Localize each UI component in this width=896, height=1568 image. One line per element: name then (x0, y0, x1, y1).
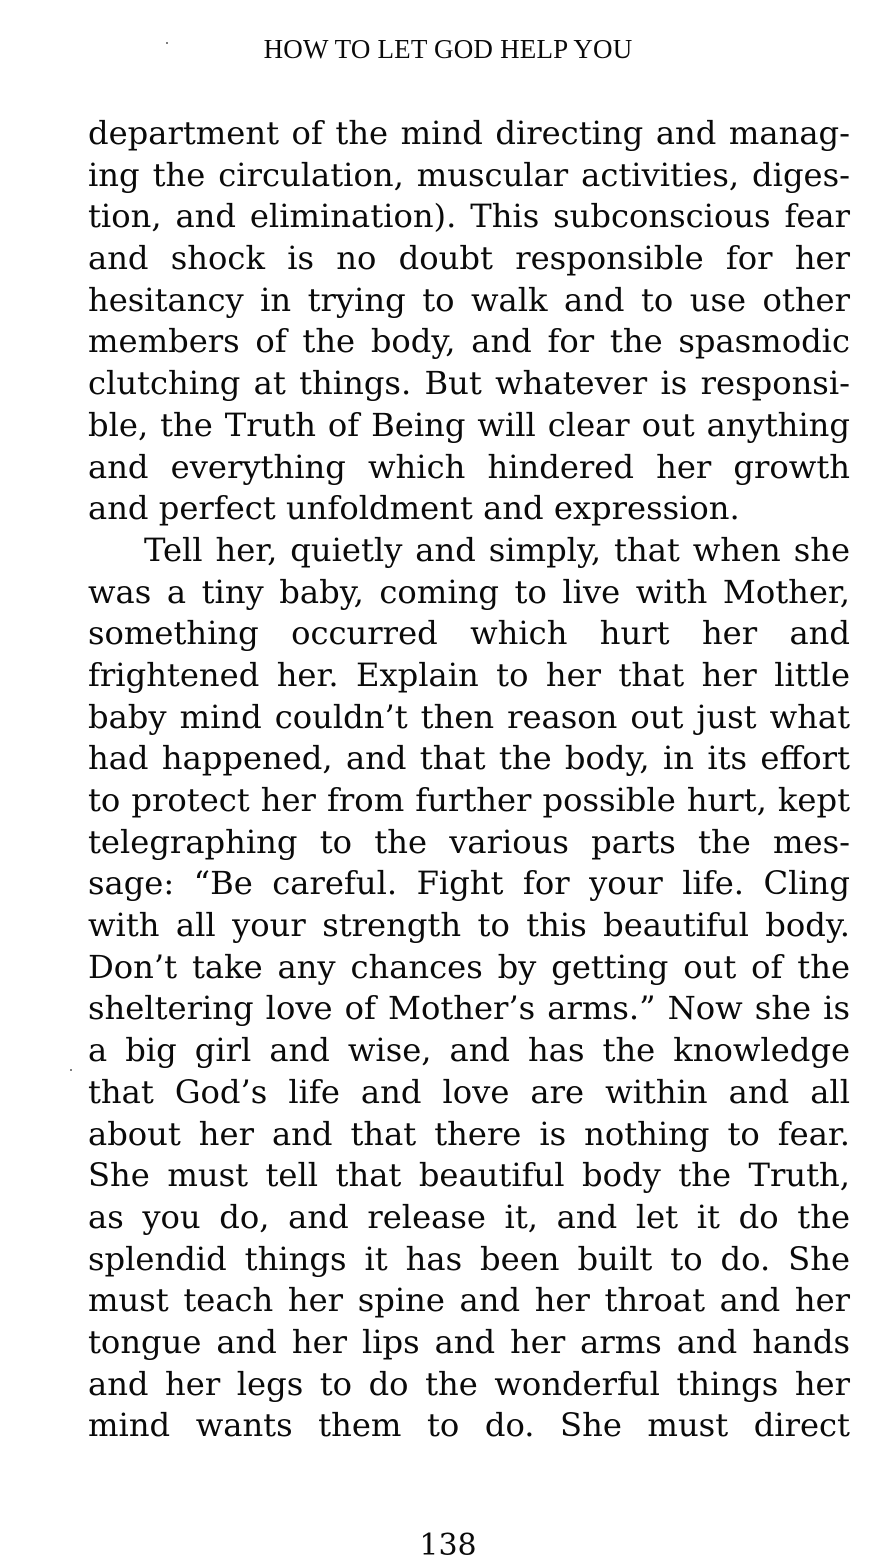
text-line: and her legs to do the wonderful things her (88, 1364, 850, 1403)
scan-speck (70, 1069, 72, 1071)
text-line: that God’s life and love are within and all (88, 1072, 850, 1111)
body-text (88, 113, 850, 1447)
text-line: She must tell that beautiful body the Truth, (88, 1156, 850, 1195)
text-line: mind wants them to do. She must direct (88, 1406, 850, 1445)
text-line: sage: “Be careful. Fight for your life. Cling (88, 864, 850, 903)
text-line: to protect her from further possible hurt, kept (88, 781, 850, 819)
text-line: a big girl and wise, and has the knowledge (88, 1031, 850, 1070)
text-line: about her and that there is nothing to fear. (88, 1114, 850, 1153)
text-line: and shock is no doubt responsible for her (88, 239, 850, 278)
text-line: clutching at things. But whatever is responsi- (88, 364, 850, 403)
text-line: department of the mind directing and manag- (88, 114, 850, 152)
paragraph (88, 113, 850, 530)
text-line: sheltering love of Mother’s arms.” Now she is (88, 989, 850, 1028)
running-head: HOW TO LET GOD HELP YOU (263, 34, 633, 64)
text-line: and perfect unfoldment and expression. (88, 489, 740, 528)
text-line: something occurred which hurt her and (88, 614, 850, 653)
text-line: tion, and elimination). This subconscious fear (88, 197, 850, 236)
text-line: must teach her spine and her throat and her (88, 1281, 850, 1320)
text-line: frightened her. Explain to her that her little (88, 655, 850, 694)
scan-speck (166, 42, 168, 44)
text-line: members of the body, and for the spasmodic (88, 322, 850, 361)
text-line: telegraphing to the various parts the mes- (88, 822, 850, 861)
text-line: as you do, and release it, and let it do the (88, 1197, 850, 1236)
page-number: 138 (419, 1528, 477, 1563)
text-line: Tell her, quietly and simply, that when she (144, 530, 850, 569)
text-line: ble, the Truth of Being will clear out anything (88, 405, 850, 444)
text-line: baby mind couldn’t then reason out just what (88, 697, 850, 736)
text-line: had happened, and that the body, in its effort (88, 739, 850, 778)
paragraph (88, 530, 850, 1447)
text-line: with all your strength to this beautiful body. (88, 906, 850, 945)
text-line: tongue and her lips and her arms and hands (88, 1322, 850, 1361)
text-line: was a tiny baby, coming to live with Mother, (88, 572, 850, 611)
text-line: and everything which hindered her growth (88, 447, 850, 486)
text-line: hesitancy in trying to walk and to use other (88, 280, 850, 319)
text-line: Don’t take any chances by getting out of the (88, 947, 850, 986)
text-line: ing the circulation, muscular activities, diges- (88, 155, 850, 194)
text-line: splendid things it has been built to do. She (88, 1239, 850, 1278)
